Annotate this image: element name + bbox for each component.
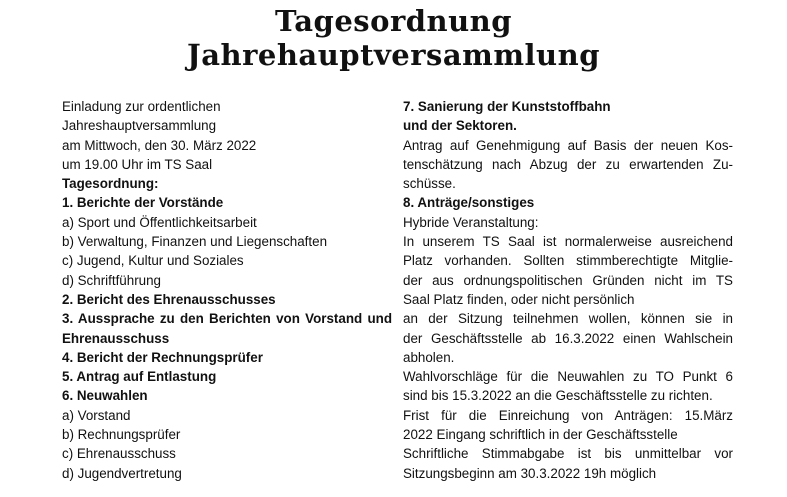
notice-line: schüsse.: [403, 176, 456, 192]
notice-line: 8. Anträge/sonstiges: [403, 195, 535, 211]
agenda-line: 4. Bericht der Rechnungsprüfer: [62, 349, 263, 365]
agenda-line: Einladung zur ordentlichen: [62, 99, 221, 114]
page-title: Tagesordnung: [274, 4, 513, 38]
page-subtitle: Jahrehauptversammlung: [187, 38, 600, 72]
agenda-line: c) Jugend, Kultur und Soziales: [62, 253, 244, 269]
notice-line: an der Sitzung teilnehmen wollen, können sie in: [403, 311, 733, 327]
notice-line: Platz vorhanden. Sollten stimmberechtigte Mitglie-: [403, 253, 733, 269]
agenda-line: 6. Neuwahlen: [62, 388, 148, 404]
agenda-line: d) Schriftführung: [62, 272, 161, 288]
notice-line: 7. Sanierung der Kunststoffbahn: [403, 99, 611, 114]
agenda-line: 5. Antrag auf Entlastung: [62, 369, 217, 385]
notice-line: Frist für die Einreichung von Anträgen: 15.März: [403, 407, 733, 423]
right-column: [403, 97, 733, 483]
notice-line: tenschätzung nach Abzug der zu erwartenden Zu-: [403, 156, 733, 172]
agenda-line: a) Vorstand: [62, 407, 131, 423]
agenda-line: a) Sport und Öffentlichkeitsarbeit: [62, 214, 257, 230]
notice-line: der aus ordnungspolitischen Gründen nicht im TS: [403, 272, 733, 288]
notice-line: Schriftliche Stimmabgabe ist bis unmittelbar vor: [403, 446, 733, 462]
notice-line: In unserem TS Saal ist normalerweise ausreichend: [403, 234, 733, 250]
agenda-line: Ehrenausschuss: [62, 330, 170, 346]
notice-line: Sitzungsbeginn am 30.3.2022 19h möglich: [403, 465, 657, 481]
agenda-line: 1. Berichte der Vorstände: [62, 195, 224, 211]
agenda-line: Jahreshauptversammlung: [62, 118, 217, 134]
agenda-line: b) Rechnungsprüfer: [62, 427, 181, 443]
agenda-line: d) Jugendvertretung: [62, 465, 182, 481]
agenda-line: 2. Bericht des Ehrenausschusses: [62, 291, 276, 307]
notice-line: Hybride Veranstaltung:: [403, 214, 539, 230]
notice-line: sind bis 15.3.2022 an die Geschäftsstelle zu richten.: [403, 388, 713, 404]
left-column: [62, 97, 392, 483]
agenda-line: Tagesordnung:: [62, 176, 159, 192]
notice-line: Antrag auf Genehmigung auf Basis der neuen Kos-: [403, 137, 733, 153]
notice-line: der Geschäftsstelle ab 16.3.2022 einen Wahlschein: [403, 330, 733, 346]
notice-line: abholen.: [403, 349, 455, 365]
agenda-line: 3. Aussprache zu den Berichten von Vorstand und: [62, 311, 392, 327]
notice-line: 2022 Eingang schriftlich in der Geschäftsstelle: [403, 427, 678, 443]
notice-line: und der Sektoren.: [403, 118, 517, 134]
notice-line: Saal Platz finden, oder nicht persönlich: [403, 291, 635, 307]
agenda-line: am Mittwoch, den 30. März 2022: [62, 137, 257, 153]
agenda-line: c) Ehrenausschuss: [62, 446, 176, 462]
notice-line: Wahlvorschläge für die Neuwahlen zu TO Punkt 6: [403, 369, 733, 385]
agenda-line: um 19.00 Uhr im TS Saal: [62, 156, 213, 172]
agenda-line: b) Verwaltung, Finanzen und Liegenschaften: [62, 234, 328, 250]
